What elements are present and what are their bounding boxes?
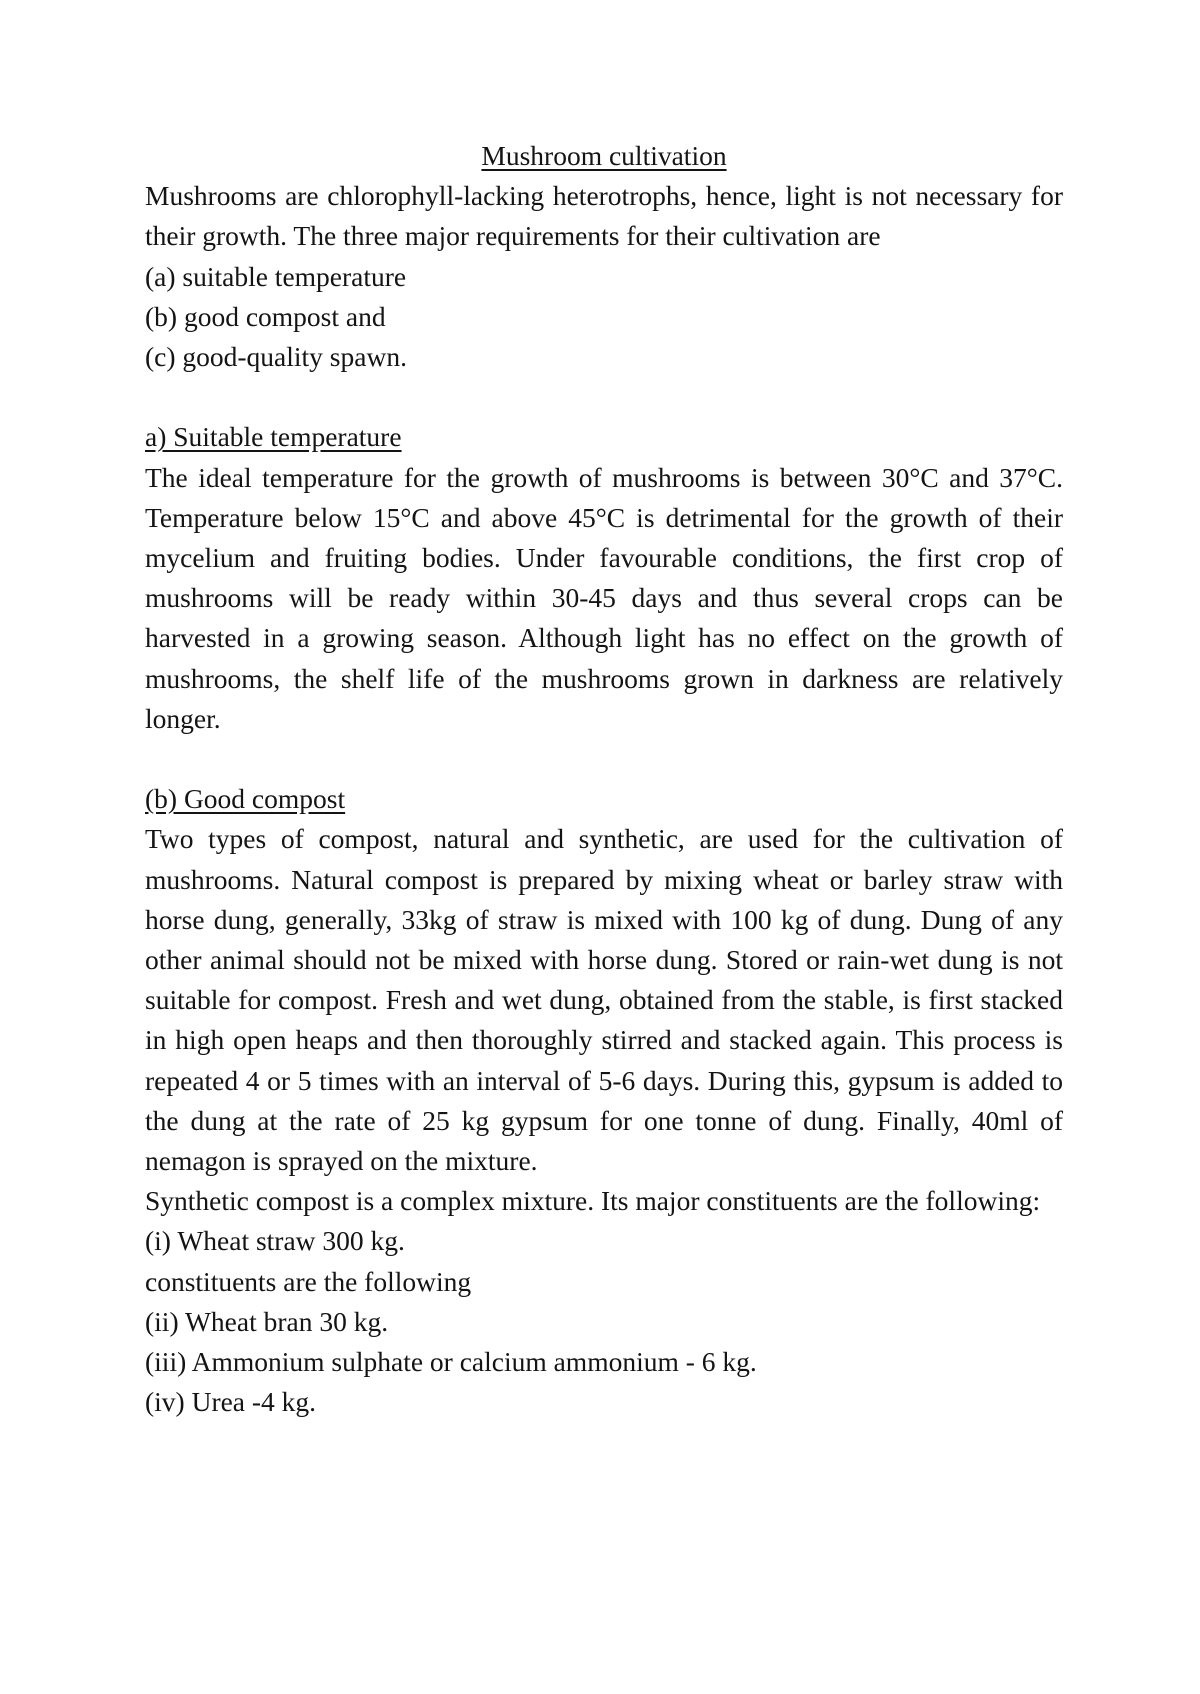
- list-item: (b) good compost and: [145, 300, 386, 332]
- document-page: [145, 136, 1063, 1422]
- list-item: (iv) Urea -4 kg.: [145, 1386, 317, 1418]
- list-item: (iii) Ammonium sulphate or calcium ammonium - 6 kg.: [145, 1346, 757, 1378]
- section-b-heading: (b) Good compost: [145, 783, 346, 815]
- list-item: (c) good-quality spawn.: [145, 341, 407, 373]
- section-a-body: The ideal temperature for the growth of mushrooms is between 30°C and 37°C. Temperature below 15°C and above 45°C is detrimental for the growth of their mycelium and fruiting bodies. Under favourable conditions, the first crop of mushrooms will be ready within 30-45 days and thus several crops can be harvested in a growing season. Although light has no effect on the growth of mushrooms, the shelf life of the mushrooms grown in darkness are relatively longer.: [145, 461, 1063, 734]
- section-b-body: Two types of compost, natural and synthetic, are used for the cultivation of mushrooms. Natural compost is prepared by mixing wheat or barley straw with horse dung, generally, 33kg of straw is mixed with 100 kg of dung. Dung of any other animal should not be mixed with horse dung. Stored or rain-wet dung is not suitable for compost. Fresh and wet dung, obtained from the stable, is first stacked in high open heaps and then thoroughly stirred and stacked again. This process is repeated 4 or 5 times with an interval of 5-6 days. During this, gypsum is added to the dung at the rate of 25 kg gypsum for one tonne of dung. Finally, 40ml of nemagon is sprayed on the mixture.: [145, 823, 1063, 1177]
- list-item: (i) Wheat straw 300 kg.: [145, 1225, 405, 1257]
- spacer: [145, 377, 1063, 417]
- synthetic-intro: Synthetic compost is a complex mixture. Its major constituents are the following:: [145, 1185, 1041, 1217]
- requirements-list: [145, 257, 1063, 378]
- intro-paragraph: Mushrooms are chlorophyll-lacking heterotrophs, hence, light is not necessary for their growth. The three major requirements for their cultivation are: [145, 180, 1063, 252]
- document-title: Mushroom cultivation: [481, 140, 727, 171]
- section-a-heading: a) Suitable temperature: [145, 421, 402, 453]
- list-item: (ii) Wheat bran 30 kg.: [145, 1305, 389, 1337]
- list-item: constituents are the following: [145, 1265, 472, 1297]
- spacer: [145, 739, 1063, 779]
- constituents-list: [145, 1221, 1063, 1422]
- list-item: (a) suitable temperature: [145, 260, 407, 292]
